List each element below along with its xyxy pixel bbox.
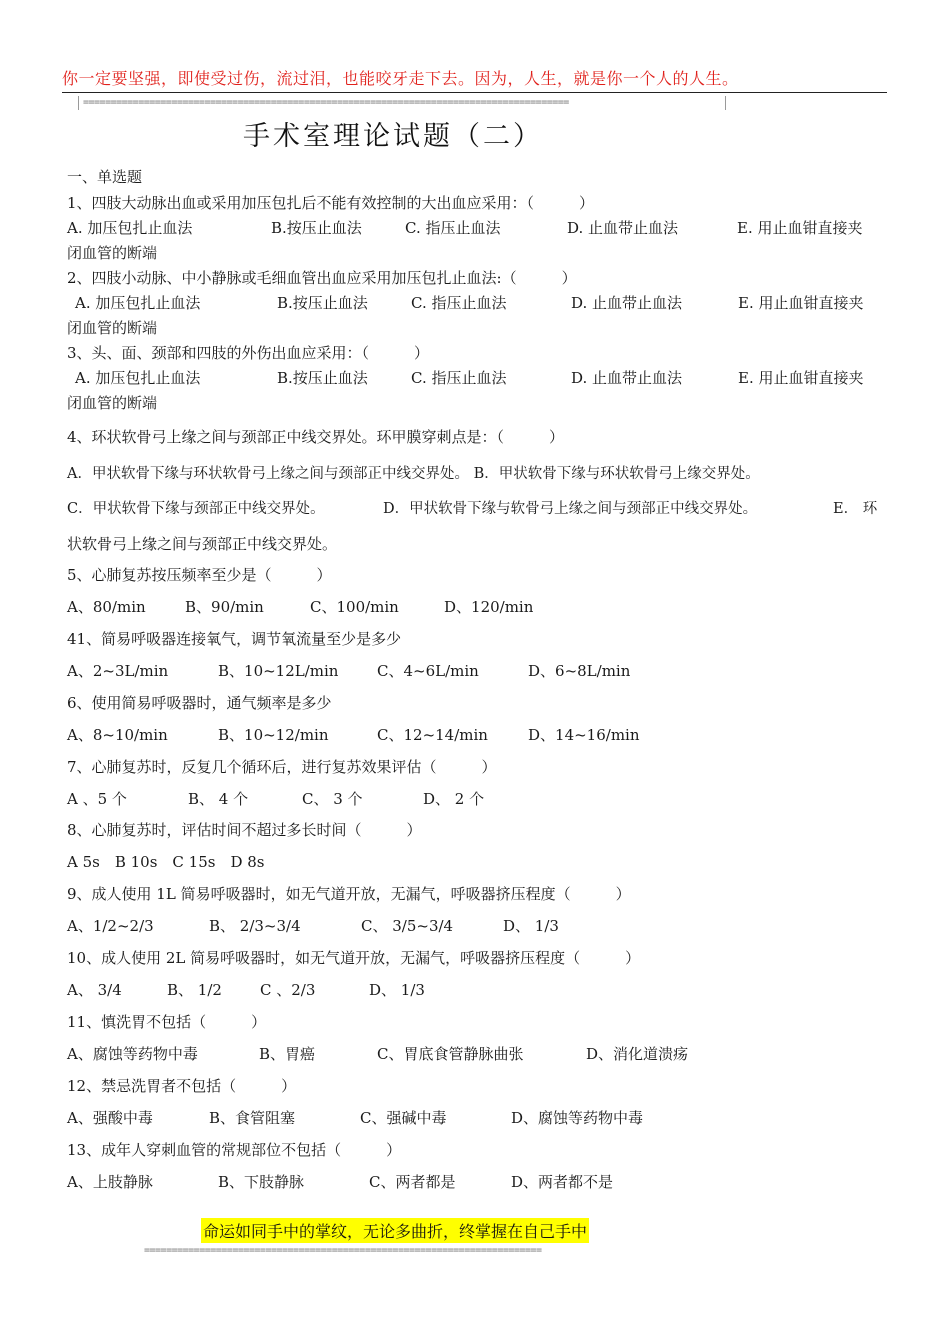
option-a: A. 加压包扎止血法 xyxy=(75,369,201,387)
question-8-options: A 5s B 10s C 15s D 8s xyxy=(67,853,265,871)
option-d: D、120/min xyxy=(444,598,534,616)
option-b: B、胃癌 xyxy=(259,1045,316,1063)
question-41: 41、简易呼吸器连接氧气，调节氧流量至少是多少 xyxy=(67,630,402,648)
section-heading: 一、单选题 xyxy=(67,168,143,186)
option-a: A、腐蚀等药物中毒 xyxy=(67,1045,198,1063)
option-e: E. 用止血钳直接夹 xyxy=(737,219,863,237)
option-c: C、 3 个 xyxy=(302,790,363,808)
question-11: 11、慎洗胃不包括（ ） xyxy=(67,1013,267,1031)
option-e: E. 用止血钳直接夹 xyxy=(738,294,864,312)
option-b: B.按压止血法 xyxy=(277,369,368,387)
option-e: E. 用止血钳直接夹 xyxy=(738,369,864,387)
option-c: C．甲状软骨下缘与颈部正中线交界处。 xyxy=(67,501,325,517)
option-a: A、1/2~2/3 xyxy=(67,917,154,935)
option-d: D、消化道溃疡 xyxy=(586,1045,689,1063)
option-b: B、 1/2 xyxy=(167,981,222,999)
footer-separator: ======================================================================== xyxy=(144,1245,542,1256)
question-1: 1、四肢大动脉出血或采用加压包扎后不能有效控制的大出血应采用：（ ） xyxy=(67,194,595,212)
question-4-options-line-1: A．甲状软骨下缘与环状软骨弓上缘之间与颈部正中线交界处。 B．甲状软骨下缘与环状软骨弓上缘交界处。 xyxy=(67,466,760,482)
option-c: C. 指压止血法 xyxy=(405,219,501,237)
option-d: D. 止血带止血法 xyxy=(571,369,683,387)
option-a: A. 加压包扎止血法 xyxy=(75,294,201,312)
question-5: 5、心肺复苏按压频率至少是（ ） xyxy=(67,566,332,584)
option-d: D、 1/3 xyxy=(503,917,559,935)
option-a: A、强酸中毒 xyxy=(67,1109,153,1127)
option-c: C. 指压止血法 xyxy=(411,294,507,312)
option-c: C、两者都是 xyxy=(369,1173,456,1191)
option-b: B.按压止血法 xyxy=(271,219,362,237)
option-a: A、8~10/min xyxy=(67,726,168,744)
option-d: D. 止血带止血法 xyxy=(567,219,679,237)
question-6: 6、使用简易呼吸器时，通气频率是多少 xyxy=(67,694,332,712)
option-b: B、10~12L/min xyxy=(218,662,339,680)
option-c: C、强碱中毒 xyxy=(360,1109,447,1127)
question-2: 2、四肢小动脉、中小静脉或毛细血管出血应采用加压包扎止血法:（ ） xyxy=(67,269,577,287)
header-rule xyxy=(62,92,887,93)
question-10: 10、成人使用 2L 简易呼吸器时，如无气道开放，无漏气，呼吸器挤压程度（ ） xyxy=(67,949,641,967)
option-c: C、100/min xyxy=(310,598,399,616)
option-d: D、14~16/min xyxy=(528,726,640,744)
question-3: 3、头、面、颈部和四肢的外伤出血应采用：（ ） xyxy=(67,344,430,362)
option-d: D．甲状软骨下缘与软骨弓上缘之间与颈部正中线交界处。 xyxy=(383,501,758,517)
header-separator: ======================================================================================== xyxy=(78,96,726,110)
option-e: E． 环 xyxy=(833,501,878,517)
option-a: A. 加压包扎止血法 xyxy=(67,219,193,237)
option-a: A、 3/4 xyxy=(67,981,122,999)
question-13: 13、成年人穿刺血管的常规部位不包括（ ） xyxy=(67,1141,402,1159)
option-b: B、90/min xyxy=(185,598,264,616)
question-2-continued: 闭血管的断端 xyxy=(67,319,158,337)
option-b: B、 2/3~3/4 xyxy=(209,917,301,935)
option-c: C、12~14/min xyxy=(377,726,488,744)
option-d: D、6~8L/min xyxy=(528,662,631,680)
question-4-options-line-3: 状软骨弓上缘之间与颈部正中线交界处。 xyxy=(67,535,338,553)
option-b: B、食管阻塞 xyxy=(209,1109,296,1127)
option-a: A 、5 个 xyxy=(67,790,127,808)
question-8: 8、心肺复苏时，评估时间不超过多长时间（ ） xyxy=(67,821,422,839)
option-c: C 、2/3 xyxy=(260,981,316,999)
question-7: 7、心肺复苏时，反复几个循环后，进行复苏效果评估（ ） xyxy=(67,758,497,776)
option-d: D. 止血带止血法 xyxy=(571,294,683,312)
question-4: 4、环状软骨弓上缘之间与颈部正中线交界处。环甲膜穿刺点是：（ ） xyxy=(67,428,565,446)
question-1-continued: 闭血管的断端 xyxy=(67,244,158,262)
question-12: 12、禁忌洗胃者不包括（ ） xyxy=(67,1077,297,1095)
option-d: D、两者都不是 xyxy=(511,1173,614,1191)
option-a: A、上肢静脉 xyxy=(67,1173,153,1191)
page-title: 手术室理论试题（二） xyxy=(243,121,543,152)
footer-quote: 命运如同手中的掌纹，无论多曲折，终掌握在自己手中 xyxy=(201,1218,589,1243)
option-c: C. 指压止血法 xyxy=(411,369,507,387)
option-b: B、下肢静脉 xyxy=(218,1173,305,1191)
option-b: B.按压止血法 xyxy=(277,294,368,312)
option-c: C、4~6L/min xyxy=(377,662,479,680)
option-b: B、 4 个 xyxy=(188,790,249,808)
option-d: D、腐蚀等药物中毒 xyxy=(511,1109,644,1127)
option-c: C、 3/5~3/4 xyxy=(361,917,454,935)
option-d: D、 1/3 xyxy=(369,981,425,999)
option-a: A、80/min xyxy=(67,598,146,616)
option-c: C、胃底食管静脉曲张 xyxy=(377,1045,524,1063)
header-quote: 你一定要坚强，即使受过伤，流过泪，也能咬牙走下去。因为，人生，就是你一个人的人生。 xyxy=(62,69,739,88)
option-b: B、10~12/min xyxy=(218,726,329,744)
question-9: 9、成人使用 1L 简易呼吸器时，如无气道开放，无漏气，呼吸器挤压程度（ ） xyxy=(67,885,631,903)
question-3-continued: 闭血管的断端 xyxy=(67,394,158,412)
option-d: D、 2 个 xyxy=(423,790,485,808)
option-a: A、2~3L/min xyxy=(67,662,169,680)
